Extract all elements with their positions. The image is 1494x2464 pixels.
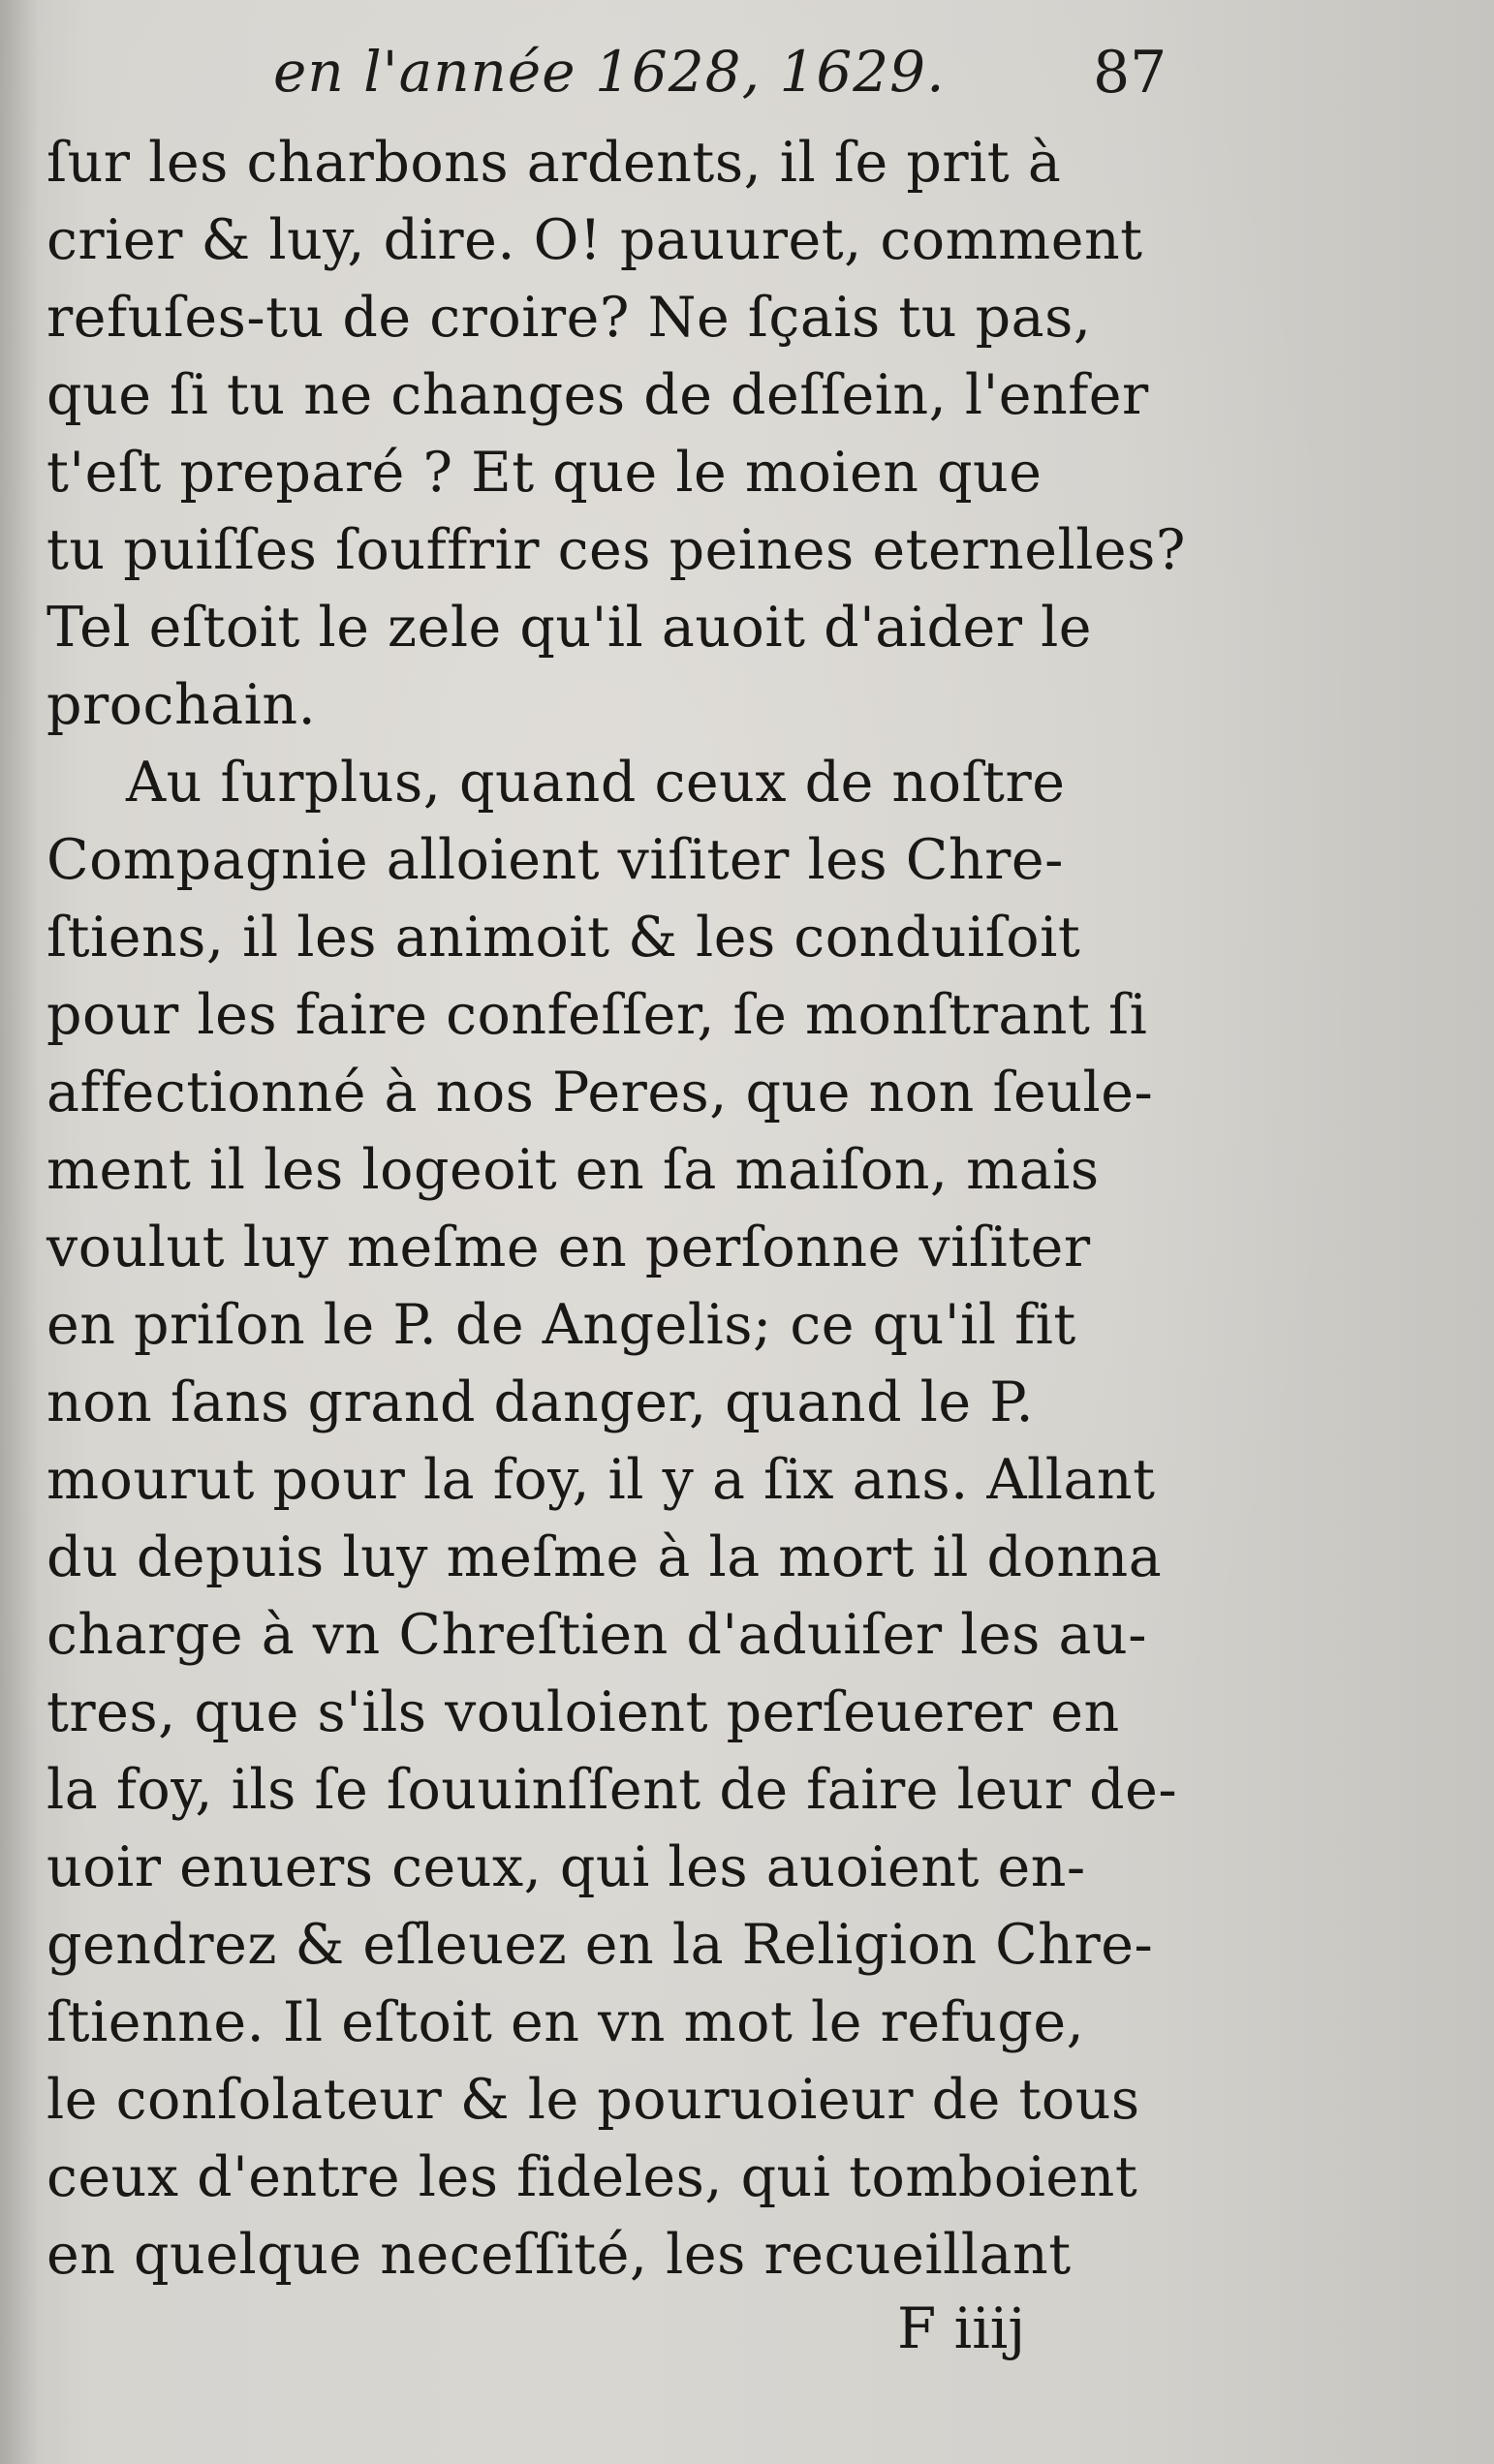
text-line: que ſi tu ne changes de deſſein, l'enfer bbox=[47, 363, 1149, 427]
text-line: prochain. bbox=[47, 673, 317, 737]
text-line: ſtiens, il les animoit & les conduiſoit bbox=[47, 906, 1081, 970]
text-line: non ſans grand danger, quand le P. bbox=[47, 1371, 1035, 1434]
text-line: crier & luy, dire. O! pauuret, comment bbox=[47, 208, 1143, 272]
text-line: tu puiſſes ſouffrir ces peines eternelles? bbox=[47, 518, 1186, 582]
text-line: refuſes-tu de croire? Ne ſçais tu pas, bbox=[47, 286, 1092, 350]
page-number: 87 bbox=[1093, 39, 1167, 107]
text-line: le conſolateur & le pouruoieur de tous bbox=[47, 2068, 1140, 2132]
text-line: mourut pour la foy, il y a ſix ans. Allant bbox=[47, 1448, 1156, 1512]
text-line: uoir enuers ceux, qui les auoient en- bbox=[47, 1835, 1086, 1899]
text-line: du depuis luy meſme à la mort il donna bbox=[47, 1525, 1163, 1589]
running-title: en l'année 1628, 1629. bbox=[273, 39, 946, 105]
text-line: en quelque neceſſité, les recueillant bbox=[47, 2223, 1072, 2287]
text-line: Tel eſtoit le zele qu'il auoit d'aider le bbox=[47, 596, 1093, 660]
text-line: tres, que s'ils vouloient perſeuerer en bbox=[47, 1680, 1120, 1744]
text-line: la foy, ils ſe ſouuinſſent de faire leur de- bbox=[47, 1758, 1178, 1822]
body-text bbox=[47, 124, 1209, 2294]
text-line: ſtienne. Il eſtoit en vn mot le refuge, bbox=[47, 1990, 1085, 2054]
text-line: pour les faire confeſſer, ſe monſtrant ſi bbox=[47, 983, 1148, 1047]
text-line: Compagnie alloient viſiter les Chre- bbox=[47, 828, 1064, 892]
text-line: ceux d'entre les fideles, qui tomboient bbox=[47, 2145, 1138, 2209]
text-line: voulut luy meſme en perſonne viſiter bbox=[47, 1216, 1091, 1279]
page-header bbox=[0, 39, 1494, 116]
text-line: ſur les charbons ardents, il ſe prit à bbox=[47, 131, 1062, 195]
paragraph-start-line: Au ſurplus, quand ceux de noſtre bbox=[126, 751, 1066, 815]
text-line: affectionné à nos Peres, que non ſeule- bbox=[47, 1061, 1154, 1124]
text-line: ment il les logeoit en ſa maiſon, mais bbox=[47, 1138, 1100, 1202]
text-line: en priſon le P. de Angelis; ce qu'il fit bbox=[47, 1293, 1076, 1357]
text-line: charge à vn Chreſtien d'aduiſer les au- bbox=[47, 1603, 1147, 1667]
text-line: gendrez & eſleuez en la Religion Chre- bbox=[47, 1913, 1154, 1977]
text-line: t'eſt preparé ? Et que le moien que bbox=[47, 441, 1043, 505]
signature-mark: F iiij bbox=[897, 2295, 1026, 2361]
gutter-shadow bbox=[0, 0, 39, 2464]
